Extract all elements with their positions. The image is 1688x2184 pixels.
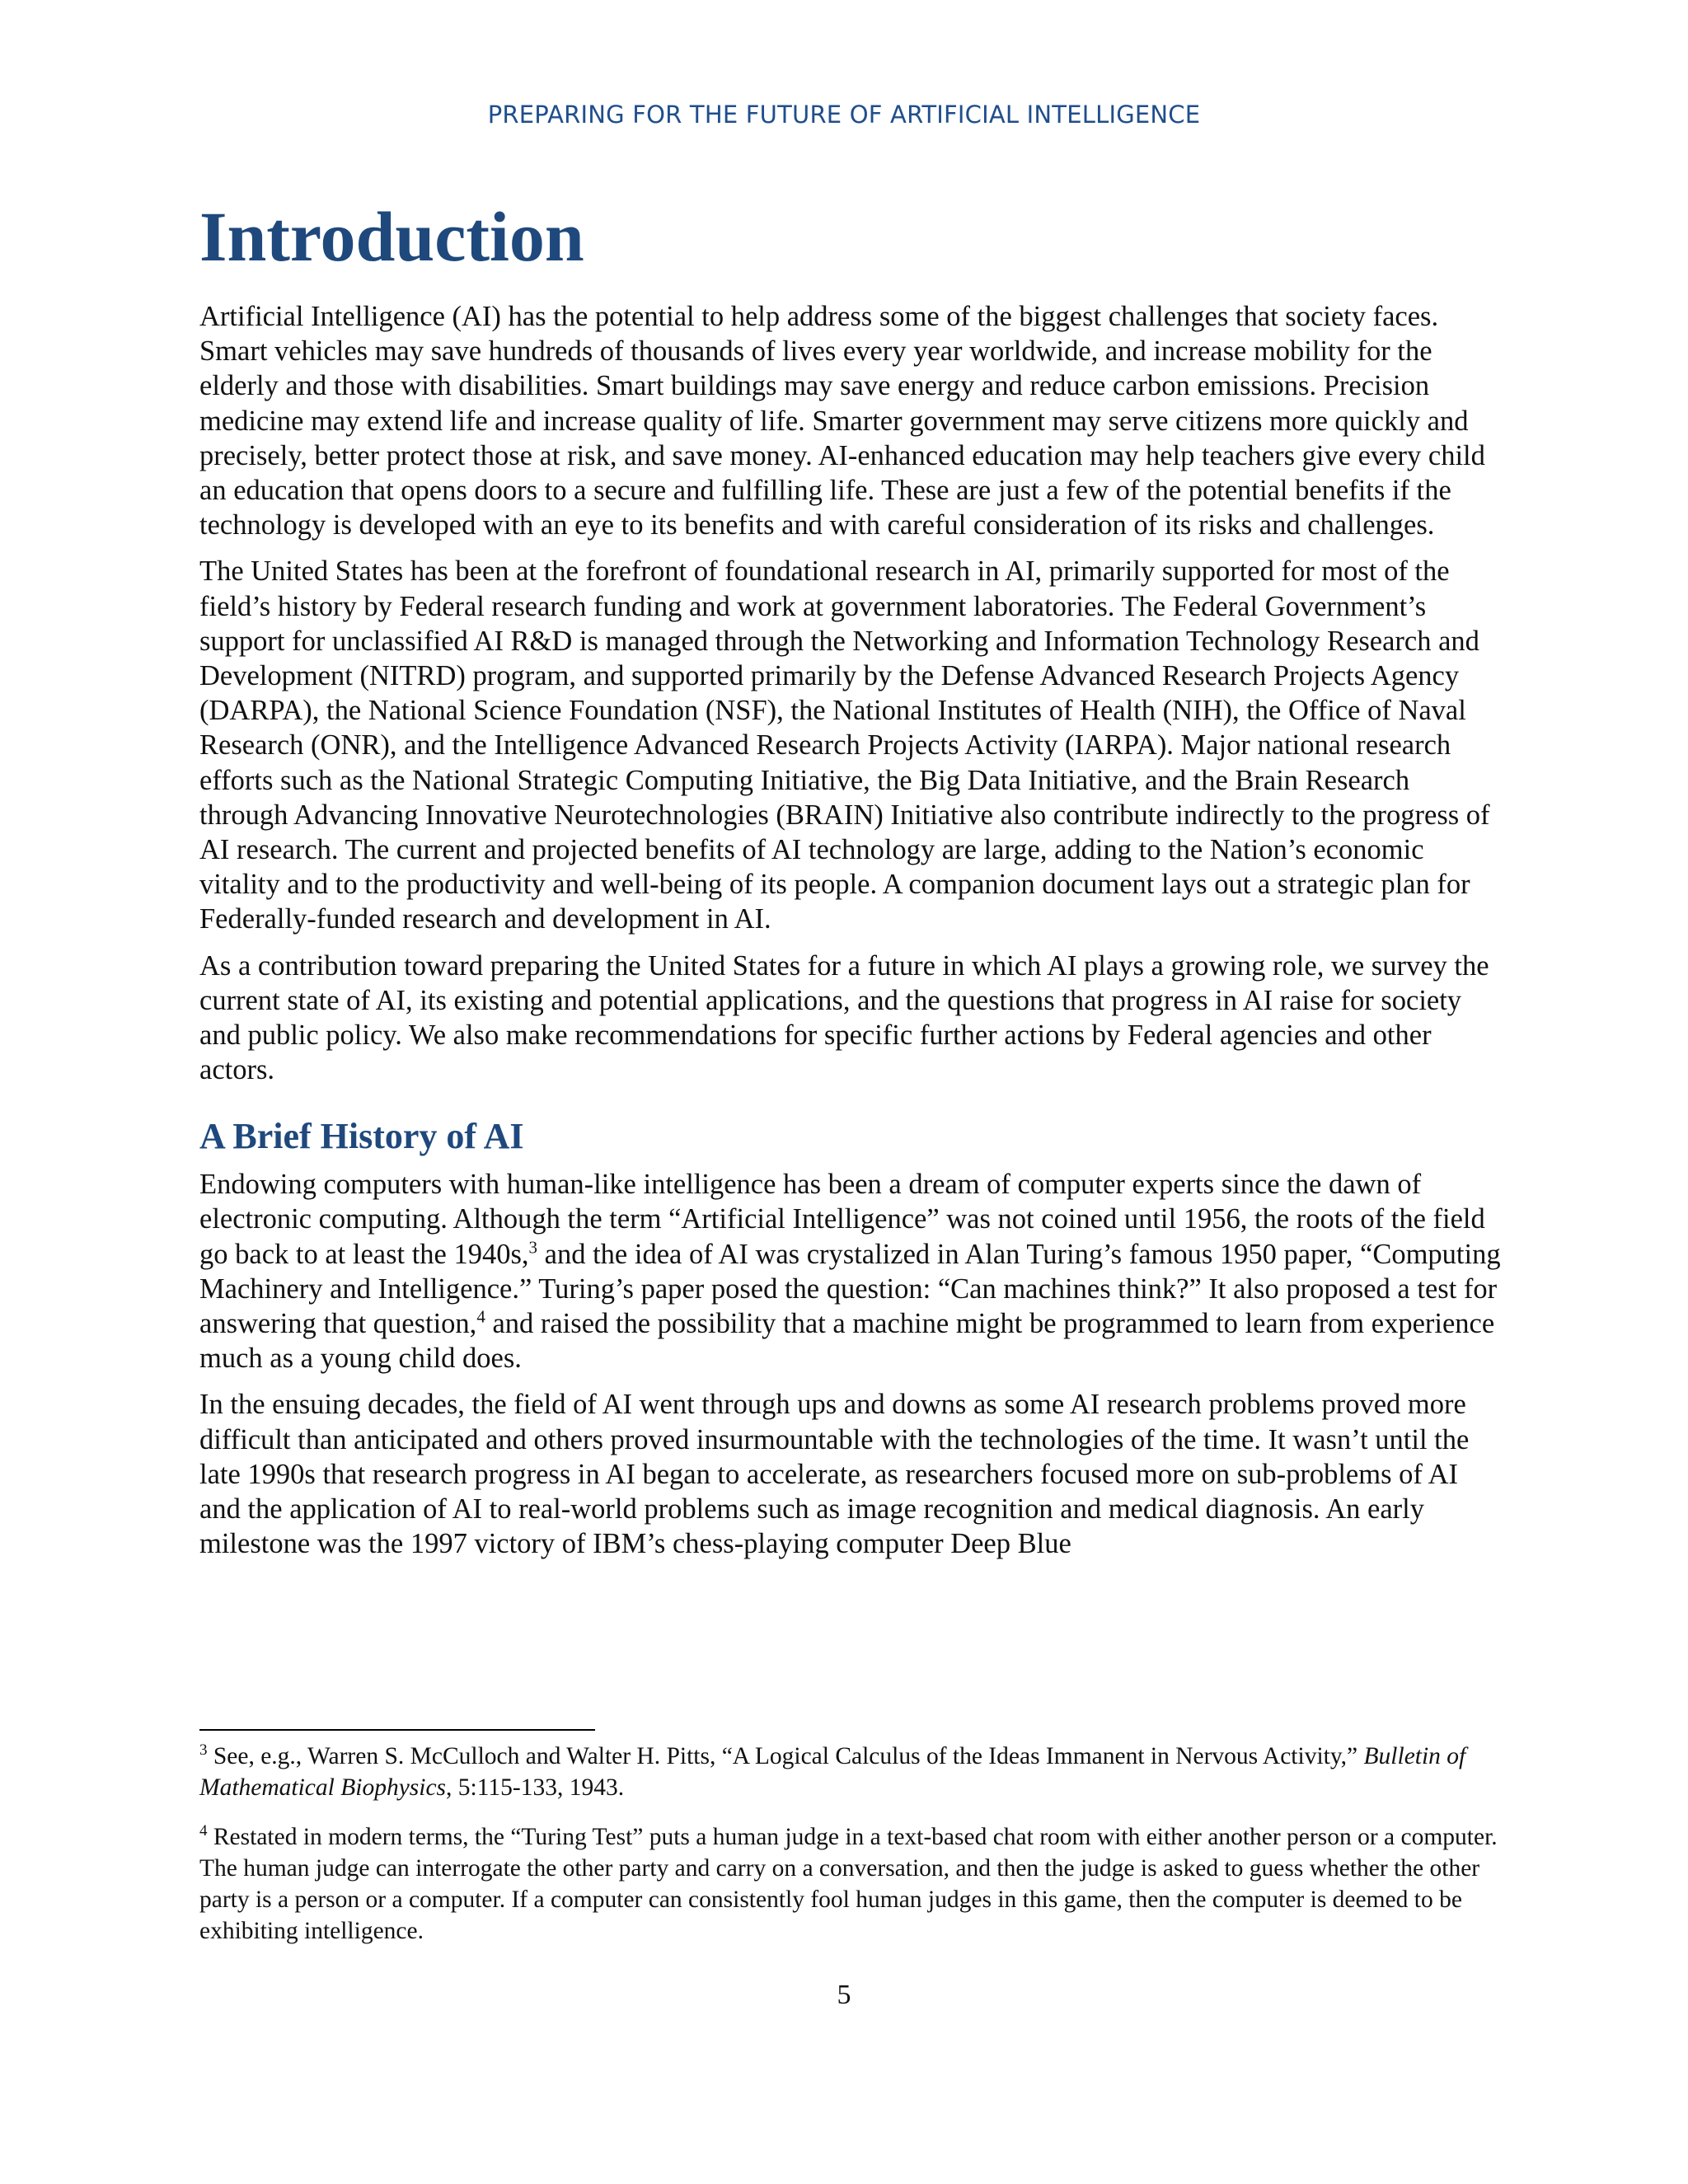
footnote-reference[interactable]: 3 xyxy=(528,1237,538,1258)
footnote-text: , 5:115-133, 1943. xyxy=(446,1774,625,1801)
paragraph: As a contribution toward preparing the United States for a future in which AI plays a growing role, we survey the current state of AI, its existing and potential applications, and the questions that progress in AI raise for society and public policy. We also make recommendations for specific further actions by Federal agencies and other actors. xyxy=(199,949,1489,1086)
paragraph-text: and the idea of AI was crystalized in Alan Turing’s famous 1950 paper, “Computing Machinery and Intelligence.” Turing’s paper posed the question: “Can machines think?” It also proposed a test for answering that question, xyxy=(199,1238,1501,1339)
footnote-reference[interactable]: 4 xyxy=(476,1306,485,1327)
section-heading-introduction: Introduction xyxy=(199,197,584,276)
footnote xyxy=(199,1821,1502,1947)
footnotes xyxy=(199,1741,1502,1965)
main-content xyxy=(199,196,1502,1572)
running-header: PREPARING FOR THE FUTURE OF ARTIFICIAL INTELLIGENCE xyxy=(487,101,1201,129)
footnote-separator xyxy=(199,1729,595,1731)
footnote-journal: Bulletin of Mathematical Biophysics xyxy=(199,1743,1466,1801)
paragraph-text: Endowing computers with human-like intelligence has been a dream of computer experts since the dawn of electronic computing. Although the term “Artificial Intelligence” was not coined until 1956, the roots of the field go back to at least the 1940s, xyxy=(199,1169,1485,1270)
paragraph xyxy=(199,1167,1502,1376)
page-number: 5 xyxy=(837,1980,851,2010)
paragraph: In the ensuing decades, the field of AI went through ups and downs as some AI research problems proved more difficult than anticipated and others proved insurmountable with the technologies of the time. It wasn’t until the late 1990s that research progress in AI began to accelerate, as researchers focused more on sub-problems of AI and the application of AI to real-world problems such as image recognition and medical diagnosis. An early milestone was the 1997 victory of IBM’s chess-playing computer Deep Blue xyxy=(199,1389,1470,1560)
footnote xyxy=(199,1741,1502,1803)
footnote-text: See, e.g., Warren S. McCulloch and Walter H. Pitts, “A Logical Calculus of the Ideas Immanent in Nervous Activity,” xyxy=(207,1743,1364,1769)
paragraph-text: and raised the possibility that a machine might be programmed to learn from experience much as a young child does. xyxy=(199,1307,1495,1375)
paragraph: Artificial Intelligence (AI) has the potential to help address some of the biggest challenges that society faces. Smart vehicles may save hundreds of thousands of lives every year worldwide, and increase mobility for the elderly and those with disabilities. Smart buildings may save energy and reduce carbon emissions. Precision medicine may extend life and increase quality of life. Smarter government may serve citizens more quickly and precisely, better protect those at risk, and save money. AI-enhanced education may help teachers give every child an education that opens doors to a secure and fulfilling life. These are just a few of the potential benefits if the technology is developed with an eye to its benefits and with careful consideration of its risks and challenges. xyxy=(199,300,1485,541)
footnote-text: Restated in modern terms, the “Turing Test” puts a human judge in a text-based chat room with either another person or a computer. The human judge can interrogate the other party and carry on a conversation, and then the judge is asked to guess whether the other party is a person or a computer. If a computer can consistently fool human judges in this game, then the computer is deemed to be exhibiting intelligence. xyxy=(199,1824,1498,1944)
paragraph: The United States has been at the forefront of foundational research in AI, primarily supported for most of the field’s history by Federal research funding and work at government laboratories. The Federal Government’s support for unclassified AI R&D is managed through the Networking and Information Technology Research and Development (NITRD) program, and supported primarily by the Defense Advanced Research Projects Agency (DARPA), the National Science Foundation (NSF), the National Institutes of Health (NIH), the Office of Naval Research (ONR), and the Intelligence Advanced Research Projects Activity (IARPA). Major national research efforts such as the National Strategic Computing Initiative, the Big Data Initiative, and the Brain Research through Advancing Innovative Neurotechnologies (BRAIN) Initiative also contribute indirectly to the progress of AI research. The current and projected benefits of AI technology are large, adding to the Nation’s economic vitality and to the productivity and well-being of its people. A companion document lays out a strategic plan for Federally-funded research and development in AI. xyxy=(199,555,1490,935)
footnote-number: 4 xyxy=(199,1822,208,1840)
footnote-number: 3 xyxy=(199,1741,208,1760)
section-heading-history: A Brief History of AI xyxy=(199,1116,524,1157)
